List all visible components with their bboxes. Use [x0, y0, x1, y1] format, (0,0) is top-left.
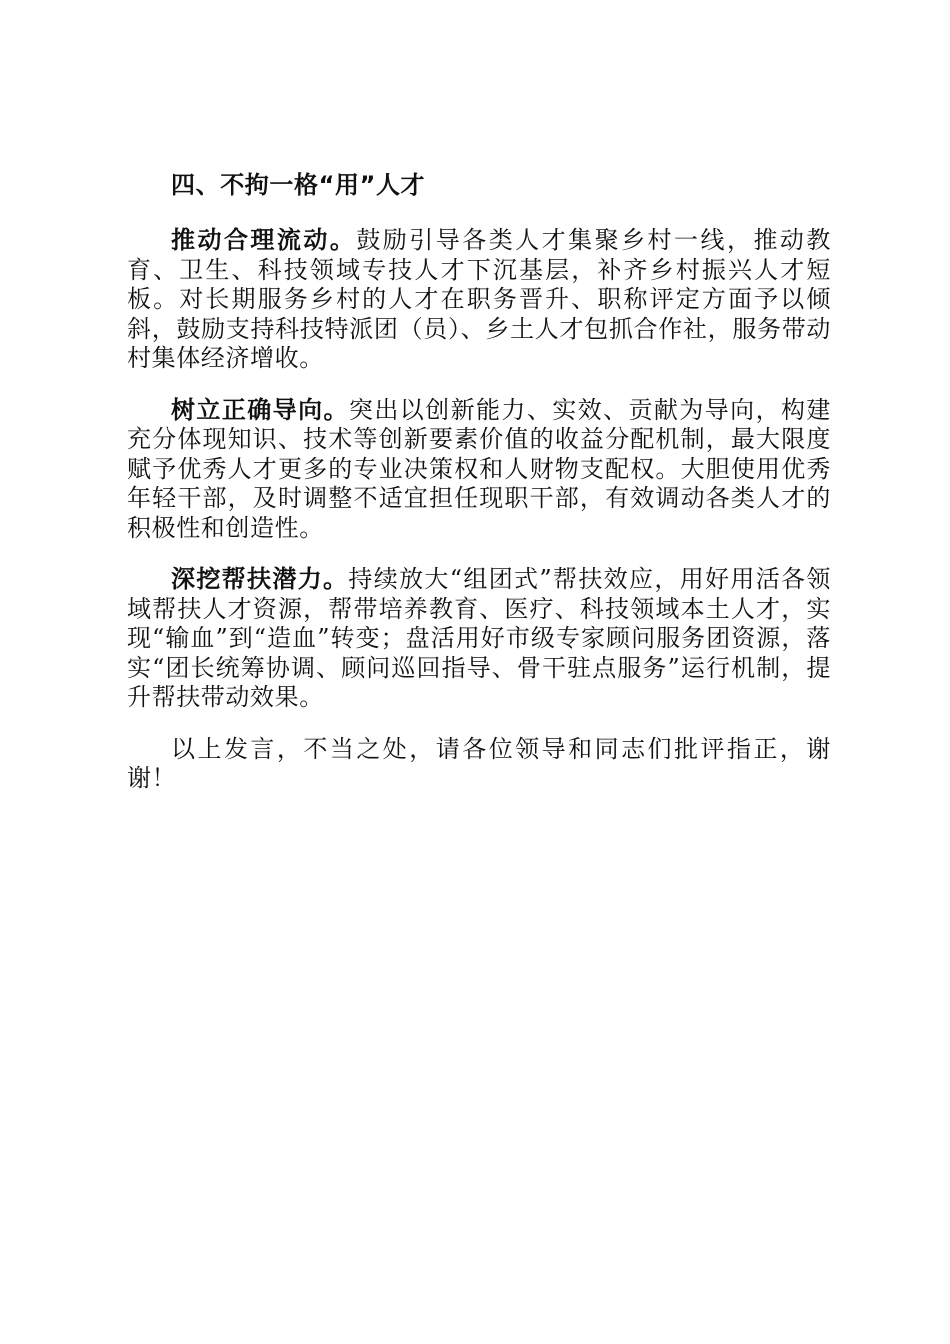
paragraph-assistance-potential	[127, 565, 831, 713]
paragraph-promote-mobility	[127, 226, 831, 374]
paragraph-text: 持续放大“组团式”帮扶效应，用好用活各领域帮扶人才资源，帮带培养教育、医疗、科技领域本土人才，实现“输血”到“造血”转变；盘活用好市级专家顾问服务团资源，落实“团长统筹协调、顾问巡回指导、骨干驻点服务”运行机制，提升帮扶带动效果。	[127, 565, 831, 711]
closing-remarks: 以上发言，不当之处，请各位领导和同志们批评指正，谢谢！	[127, 734, 831, 792]
paragraph-correct-orientation	[127, 396, 831, 544]
document-body	[127, 168, 831, 816]
section-heading: 四、不拘一格“用”人才	[171, 171, 426, 199]
paragraph-lead: 树立正确导向。	[171, 395, 349, 424]
paragraph-text: 鼓励引导各类人才集聚乡村一线，推动教育、卫生、科技领域专技人才下沉基层，补齐乡村振兴人才短板。对长期服务乡村的人才在职务晋升、职称评定方面予以倾斜，鼓励支持科技特派团（员）、乡土人才包抓合作社，服务带动村集体经济增收。	[127, 226, 831, 372]
paragraph-lead: 推动合理流动。	[171, 226, 357, 254]
paragraph-text: 突出以创新能力、实效、贡献为导向，构建充分体现知识、技术等创新要素价值的收益分配机制，最大限度赋予优秀人才更多的专业决策权和人财物支配权。大胆使用优秀年轻干部，及时调整不适宜担任现职干部，有效调动各类人才的积极性和创造性。	[127, 395, 832, 542]
paragraph-lead: 深挖帮扶潜力。	[171, 565, 349, 593]
